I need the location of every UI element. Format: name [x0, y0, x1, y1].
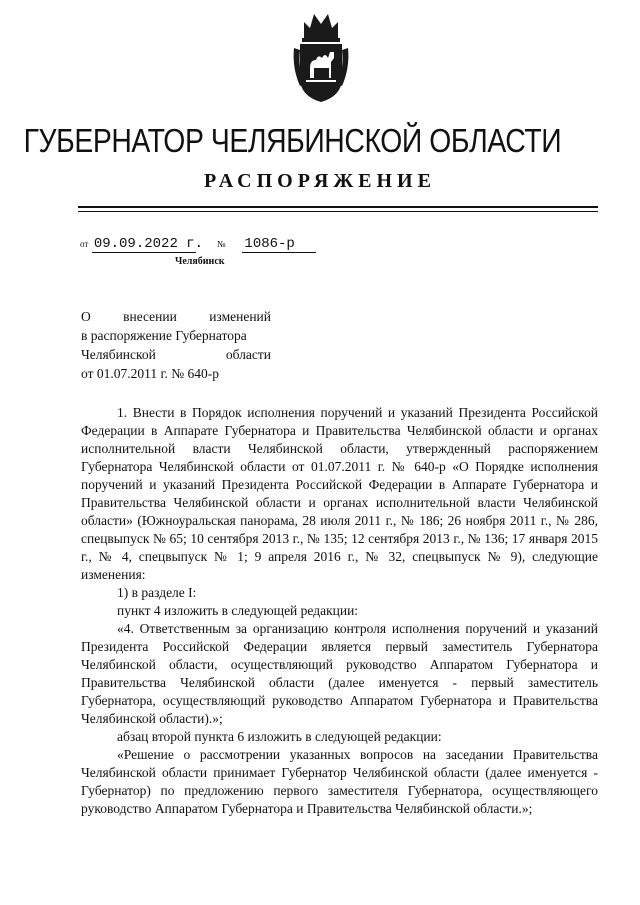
- header-divider: [78, 206, 598, 208]
- document-number: 1086-р: [242, 236, 316, 253]
- document-subject: [81, 307, 271, 383]
- subject-line: О внесении изменений: [81, 309, 271, 324]
- document-meta: [80, 236, 316, 253]
- document-type: РАСПОРЯЖЕНИЕ: [204, 170, 436, 192]
- subject-line: от 01.07.2011 г. № 640-р: [81, 366, 219, 381]
- subject-line: в распоряжение Губернатора: [81, 328, 247, 343]
- document-header-title: ГУБЕРНАТОР ЧЕЛЯБИНСКОЙ ОБЛАСТИ: [23, 122, 562, 159]
- date-prefix: от: [80, 239, 89, 249]
- body-paragraph: «4. Ответственным за организацию контроля исполнения поручений и указаний Президента Российской Федерации является первый заместитель Губернатора Челябинской области, осуществляющий руководство Аппаратом Губернатора и Правительства Челябинской области (далее именуется - первый заместитель Губернатора, осуществляющий руководство Аппаратом Губернатора и Правительства Челябинской области).»;: [81, 621, 598, 726]
- body-paragraph: 1) в разделе I:: [117, 585, 197, 600]
- document-city: Челябинск: [175, 256, 225, 267]
- number-prefix: №: [216, 239, 226, 249]
- body-paragraph: абзац второй пункта 6 изложить в следующей редакции:: [117, 729, 442, 744]
- document-body: [81, 404, 598, 818]
- document-date: 09.09.2022 г.: [93, 236, 204, 252]
- body-paragraph: 1. Внести в Порядок исполнения поручений и указаний Президента Российской Федерации в Аппарате Губернатора и Правительства Челябинской области и органах исполнительной власти Челябинской области, утвержденный распоряжением Губернатора Челябинской области от 01.07.2011 г. № 640-р «О Порядке исполнения поручений и указаний Президента Российской Федерации в Аппарате Губернатора и Правительства Челябинской области и органах исполнительной власти Челябинской области» (Южноуральская панорама, 28 июля 2011 г., № 186; 26 ноября 2011 г., № 286, спецвыпуск № 65; 10 сентября 2013 г., № 135; 12 сентября 2013 г., № 136; 17 января 2015 г., № 4, спецвыпуск № 1; 9 апреля 2016 г., № 32, спецвыпуск № 9), следующие изменения:: [81, 405, 598, 582]
- coat-of-arms-icon: [290, 8, 352, 104]
- body-paragraph: пункт 4 изложить в следующей редакции:: [117, 603, 359, 618]
- subject-line: Челябинской области: [81, 347, 271, 362]
- header-divider-thin: [78, 211, 598, 212]
- body-paragraph: «Решение о рассмотрении указанных вопросов на заседании Правительства Челябинской области принимает Губернатор Челябинской области (далее именуется - Губернатор) по предложению первого заместителя Губернатора, осуществляющего руководство Аппаратом Губернатора и Правительства Челябинской области.»;: [81, 747, 598, 816]
